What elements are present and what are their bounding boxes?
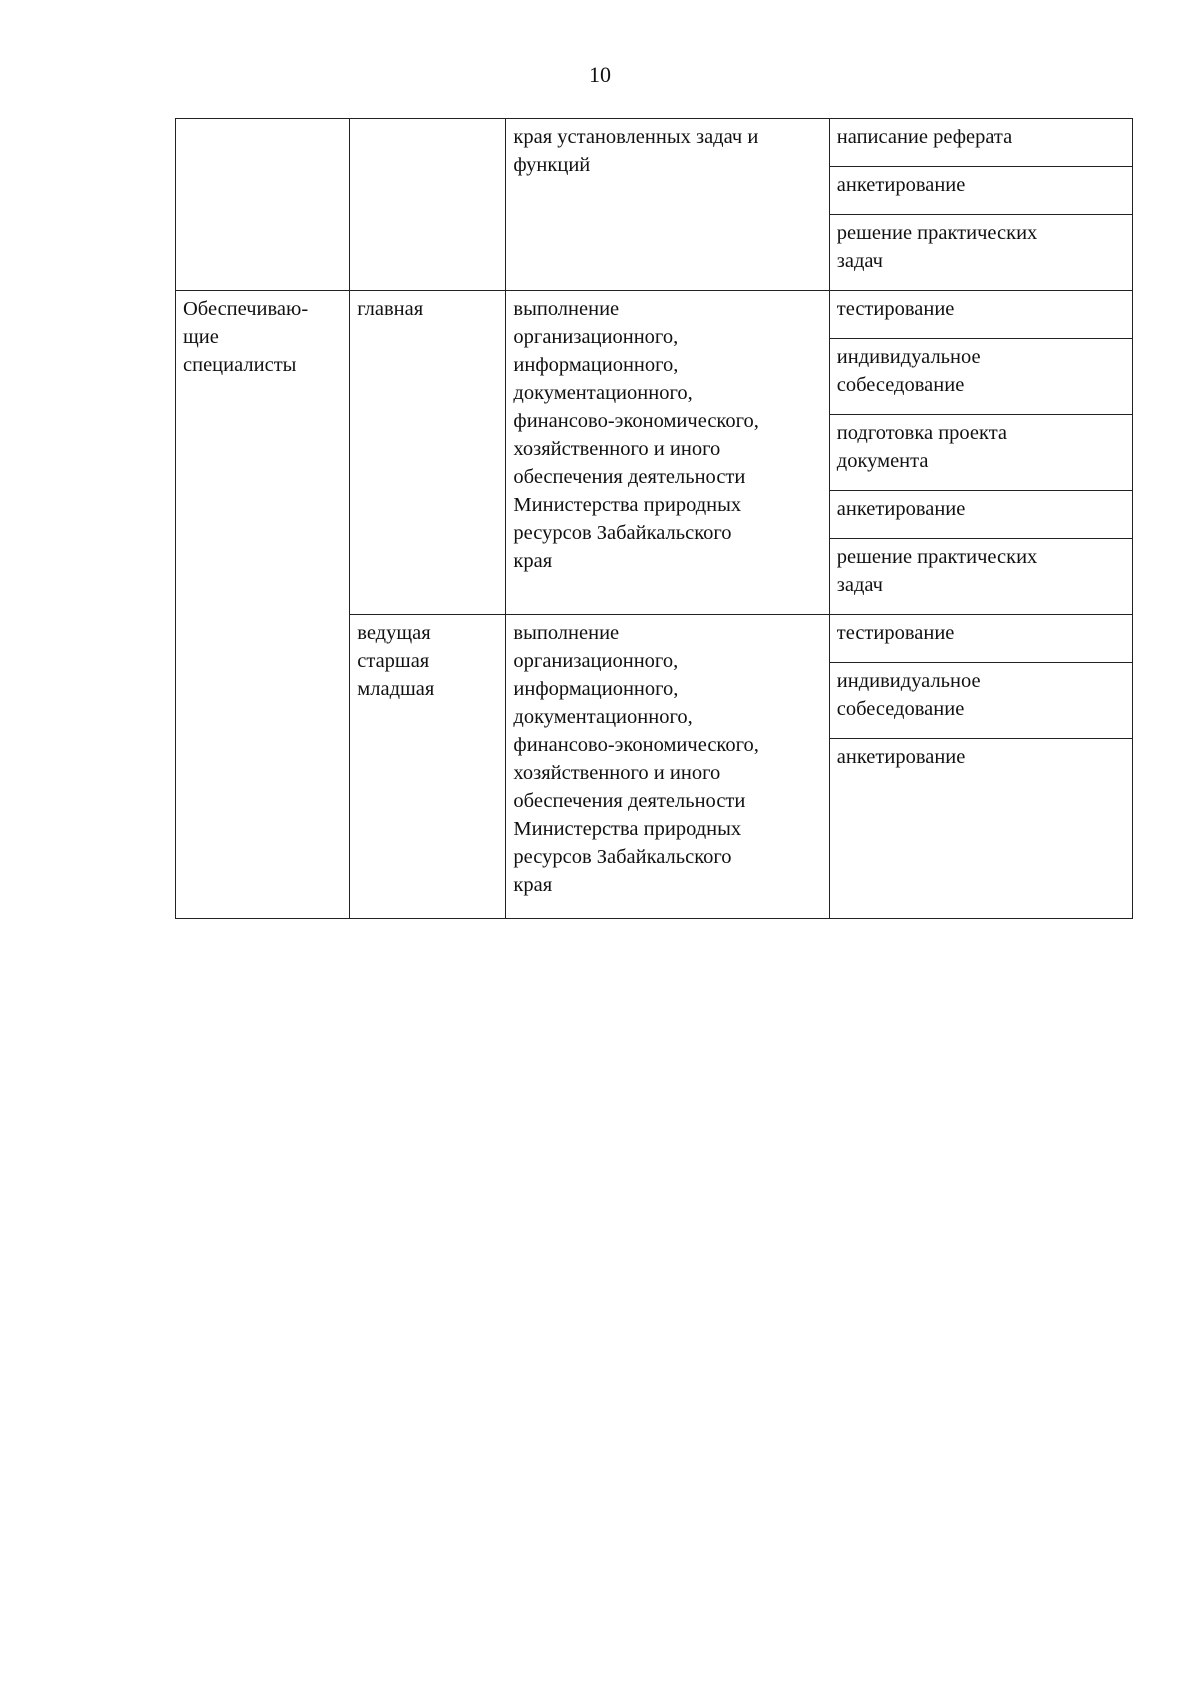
- group-cell: [350, 119, 506, 291]
- method-cell: тестирование: [829, 291, 1132, 339]
- functions-cell: края установленных задач и функций: [506, 119, 829, 291]
- method-cell: тестирование: [829, 615, 1132, 663]
- group-cell: ведущая старшая младшая: [350, 615, 506, 919]
- method-cell: решение практических задач: [829, 215, 1132, 291]
- table-row: [176, 119, 1133, 167]
- method-cell: решение практических задач: [829, 539, 1132, 615]
- functions-cell: выполнение организационного, информационного, документационного, финансово-экономического, хозяйственного и иного обеспечения деятельности Министерства природных ресурсов Забайкальского края: [506, 291, 829, 615]
- category-cell: [176, 119, 350, 291]
- method-cell: индивидуальное собеседование: [829, 663, 1132, 739]
- page-number: 10: [589, 62, 611, 87]
- group-cell: главная: [350, 291, 506, 615]
- functions-cell: выполнение организационного, информационного, документационного, финансово-экономического, хозяйственного и иного обеспечения деятельности Министерства природных ресурсов Забайкальского края: [506, 615, 829, 919]
- assessment-methods-table: [175, 118, 1133, 919]
- method-cell: подготовка проекта документа: [829, 415, 1132, 491]
- method-cell: анкетирование: [829, 491, 1132, 539]
- method-cell: индивидуальное собеседование: [829, 339, 1132, 415]
- table-row: [176, 291, 1133, 339]
- method-cell: анкетирование: [829, 739, 1132, 919]
- method-cell: написание реферата: [829, 119, 1132, 167]
- method-cell: анкетирование: [829, 167, 1132, 215]
- category-cell: Обеспечиваю- щие специалисты: [176, 291, 350, 919]
